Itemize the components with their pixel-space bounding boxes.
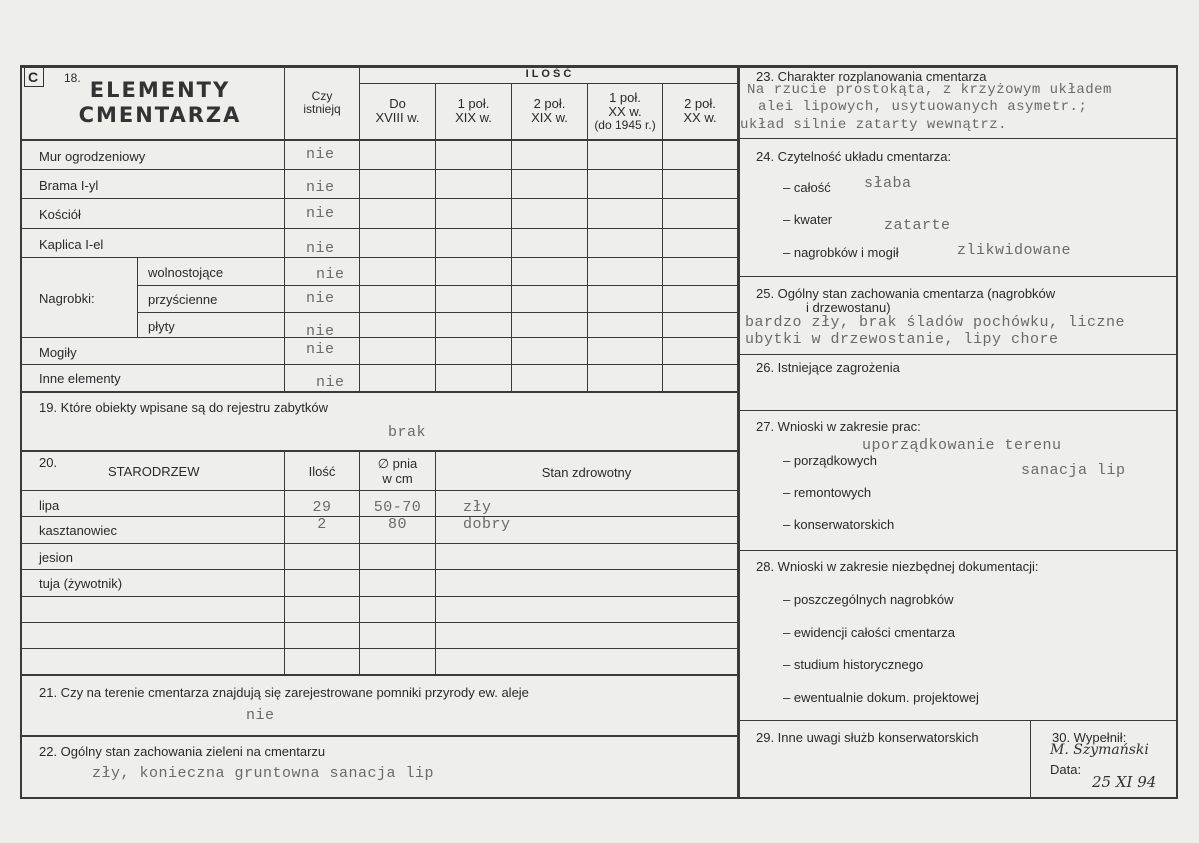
col-header-3a: 2 poł. xyxy=(533,96,566,111)
section-28-label: 28. Wnioski w zakresie niezbędnej dokumentacji: xyxy=(756,559,1039,574)
col-header-2b: XIX w. xyxy=(455,110,492,125)
row-value-kosciol: nie xyxy=(306,205,335,222)
section-20-number: 20. xyxy=(39,455,58,470)
section-27-remontowych-label: – remontowych xyxy=(783,485,872,500)
czy-label-1: Czy xyxy=(311,89,333,103)
title-cmentarza: CMENTARZA xyxy=(78,103,242,127)
col-header-5a: 2 poł. xyxy=(684,96,716,111)
tree-name-tuja: tuja (żywotnik) xyxy=(39,576,123,591)
section-18-number: 18. xyxy=(64,71,81,85)
row-label-brama: Brama I-yl xyxy=(39,178,99,193)
section-24-kwater-label: – kwater xyxy=(783,212,833,227)
section-24-calosc-value: słaba xyxy=(864,175,912,192)
starodrzew-header: STARODRZEW xyxy=(108,464,200,479)
section-25-label-1: 25. Ogólny stan zachowania cmentarza (nagrobków xyxy=(756,286,1056,301)
pnia-col-header-2: w cm xyxy=(382,471,413,486)
tree-health-lipa: zły xyxy=(463,499,492,516)
col-header-1b: XVIII w. xyxy=(375,110,420,125)
section-28-item-1: – poszczególnych nagrobków xyxy=(783,592,954,607)
date-value: 25 XI 94 xyxy=(1092,773,1157,791)
row-label-kaplica: Kaplica I-el xyxy=(39,237,104,252)
row-value-kaplica: nie xyxy=(306,240,335,257)
section-24-label: 24. Czytelność układu cmentarza: xyxy=(756,149,952,164)
section-27-konserwatorskich-label: – konserwatorskich xyxy=(783,517,895,532)
pnia-col-header-1: ∅ pnia xyxy=(377,456,418,471)
czy-label-2: istniejq xyxy=(303,102,341,116)
ilosc-col-header: Ilość xyxy=(308,464,336,479)
tree-name-kasztanowiec: kasztanowiec xyxy=(39,523,118,538)
tree-health-kasztanowiec: dobry xyxy=(463,516,511,533)
section-19-label: 19. Które obiekty wpisane są do rejestru zabytków xyxy=(39,400,329,415)
row-value-inne: nie xyxy=(316,374,345,391)
section-23-line-1: Na rzucie prostokąta, z krzyżowym układem xyxy=(747,82,1112,98)
section-c-box xyxy=(24,67,44,87)
section-letter: C xyxy=(28,69,39,85)
section-19-value: brak xyxy=(388,424,427,441)
col-header-4a: 1 poł. xyxy=(609,90,641,105)
section-22-label: 22. Ogólny stan zachowania zieleni na cmentarzu xyxy=(39,744,326,759)
row-label-inne: Inne elementy xyxy=(39,371,121,386)
row-value-wolnostojace: nie xyxy=(316,266,345,283)
section-27-sanacja-value: sanacja lip xyxy=(1021,462,1126,479)
section-24-kwater-value: zatarte xyxy=(884,217,951,234)
section-25-label-2: i drzewostanu) xyxy=(806,300,891,315)
section-21-label: 21. Czy na terenie cmentarza znajdują się zarejestrowane pomniki przyrody ew. aleje xyxy=(39,685,529,700)
section-29-label: 29. Inne uwagi służb konserwatorskich xyxy=(756,730,979,745)
row-value-plyty: nie xyxy=(306,323,335,340)
section-24-nagrobkow-label: – nagrobków i mogił xyxy=(783,245,899,260)
section-28-item-3: – studium historycznego xyxy=(783,657,924,672)
section-25-line-1: bardzo zły, brak śladów pochówku, liczne xyxy=(745,314,1126,331)
row-label-przyscienne: przyścienne xyxy=(148,292,218,307)
row-label-mur: Mur ogrodzeniowy xyxy=(39,149,146,164)
date-label: Data: xyxy=(1050,762,1082,777)
tree-diam-kasztanowiec: 80 xyxy=(387,516,407,533)
col-header-4b: XX w. xyxy=(608,104,642,119)
section-28-item-4: – ewentualnie dokum. projektowej xyxy=(783,690,979,705)
section-27-label: 27. Wnioski w zakresie prac: xyxy=(756,419,921,434)
section-23-line-3: układ silnie zatarty wewnątrz. xyxy=(740,117,1008,133)
section-30-label: 30. Wypełnił: xyxy=(1052,730,1127,745)
section-25-line-2: ubytki w drzewostanie, lipy chore xyxy=(745,331,1059,348)
section-23-label: 23. Charakter rozplanowania cmentarza xyxy=(756,69,987,84)
tree-diam-lipa: 50-70 xyxy=(373,499,422,516)
col-header-2a: 1 poł. xyxy=(457,96,490,111)
section-28-item-2: – ewidencji całości cmentarza xyxy=(783,625,955,640)
section-27-porzadkowych-label: – porządkowych xyxy=(783,453,877,468)
section-22-value: zły, konieczna gruntowna sanacja lip xyxy=(92,765,435,782)
nagrobki-label: Nagrobki: xyxy=(39,291,95,306)
col-header-5b: XX w. xyxy=(683,110,717,125)
row-label-wolnostojace: wolnostojące xyxy=(148,265,224,280)
col-header-4c: (do 1945 r.) xyxy=(594,118,656,132)
row-value-mogily: nie xyxy=(306,341,335,358)
section-21-value: nie xyxy=(246,707,275,724)
section-26-label: 26. Istniejące zagrożenia xyxy=(756,360,900,375)
row-label-kosciol: Kościół xyxy=(39,207,81,222)
title-elementy: ELEMENTY xyxy=(89,78,231,102)
filled-by-signature: M. Szymański xyxy=(1050,742,1149,758)
row-label-mogily: Mogiły xyxy=(39,345,77,360)
section-27-porzadkowych-value: uporządkowanie terenu xyxy=(862,437,1062,454)
ilosc-header: I L O Ś Ć xyxy=(525,68,572,80)
row-value-przyscienne: nie xyxy=(306,290,335,307)
tree-name-jesion: jesion xyxy=(39,550,73,565)
section-23-line-2: alei lipowych, usytuowanych asymetr.; xyxy=(758,99,1088,115)
row-value-brama: nie xyxy=(306,179,335,196)
tree-name-lipa: lipa xyxy=(39,498,60,513)
row-label-plyty: płyty xyxy=(148,319,175,334)
col-header-1a: Do xyxy=(389,96,406,111)
row-value-mur: nie xyxy=(306,146,335,163)
stan-col-header: Stan zdrowotny xyxy=(541,465,632,480)
section-24-nagrobkow-value: zlikwidowane xyxy=(957,242,1072,259)
tree-count-lipa: 29 xyxy=(312,499,332,516)
tree-count-kasztanowiec: 2 xyxy=(317,516,327,533)
col-header-3b: XIX w. xyxy=(531,110,568,125)
section-24-calosc-label: – całość xyxy=(783,180,831,195)
